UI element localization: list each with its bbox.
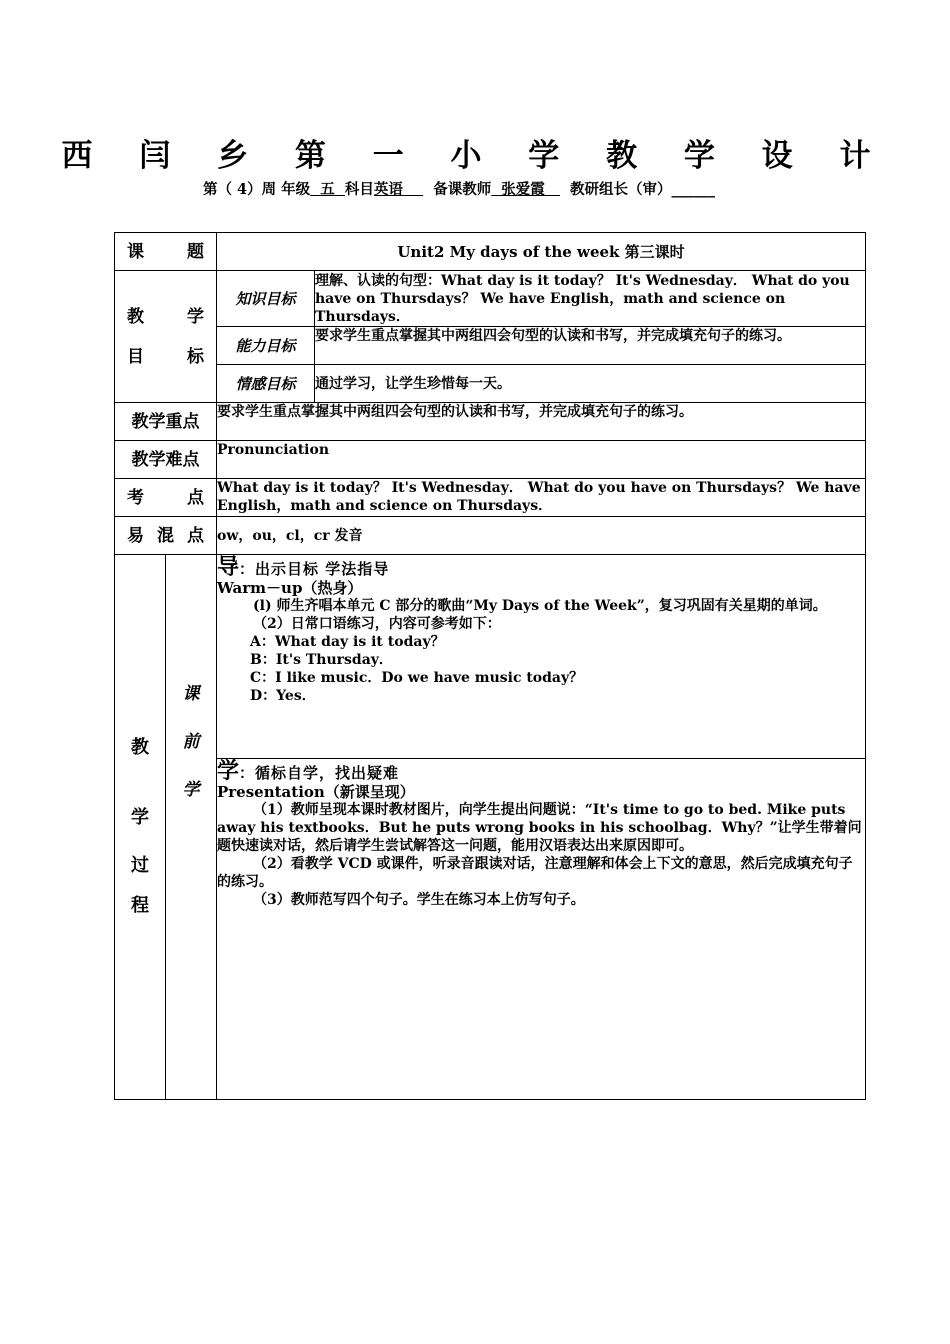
dialog-line: A：What day is it today？	[250, 634, 445, 650]
goal-row-emotion	[115, 365, 866, 403]
study-section	[217, 759, 866, 1100]
process-row-study	[115, 759, 866, 1100]
knowledge-goal-text: 理解、认读的句型：What day is it today？ It's Wednesday． What do you have on Thursdays？ We have English，math and science on Thursdays．	[315, 271, 866, 327]
goal-row-knowledge	[115, 271, 866, 327]
pre-class-label: 课 前 学	[166, 555, 217, 1100]
leader-label: 教研组长（审）______	[559, 181, 716, 198]
study-char: 学	[217, 759, 240, 784]
teacher-label: 备课教师	[423, 181, 492, 198]
guide-char: 导	[217, 555, 240, 580]
test-row	[115, 479, 866, 517]
key-row	[115, 403, 866, 441]
key-label: 教学重点	[115, 403, 217, 441]
presentation-p1: （1）教师呈现本课时教材图片，向学生提出问题说：“It's time to go to bed. Mike puts away his textbooks．But he puts wrong books in his schoolbag．Why？”让学生带着问题快速读对话，然后请学生尝试解答这一问题，能用汉语表达出来原因即可。	[217, 802, 862, 854]
page-title: 西 闫 乡 第 一 小 学 教 学 设 计	[61, 138, 889, 174]
dialog-line: C：I like music．Do we have music today？	[250, 670, 584, 686]
difficult-label: 教学难点	[115, 441, 217, 479]
warm-up-p1: (l) 师生齐唱本单元 C 部分的歌曲“My Days of the Week”，复习巩固有关星期的单词。	[253, 598, 827, 614]
week-grade-label: 第（ 4）周 年级	[203, 181, 311, 198]
subject-value: 英语	[373, 181, 424, 198]
warm-up-heading: Warm－up（热身）	[217, 579, 363, 597]
test-value: What day is it today？ It's Wednesday． What do you have on Thursdays？ We have English，math and science on Thursdays．	[217, 479, 866, 517]
ability-goal-text: 要求学生重点掌握其中两组四会句型的认读和书写，并完成填充句子的练习。	[315, 327, 866, 365]
emotion-goal-label: 情感目标	[217, 365, 315, 403]
goal-row-ability	[115, 327, 866, 365]
presentation-p2: （2）看教学 VCD 或课件，听录音跟读对话，注意理解和体会上下文的意思，然后完成填充句子的练习。	[217, 856, 853, 890]
goals-label: 教 学 目 标	[115, 271, 217, 403]
dialog-line: B：It's Thursday．	[250, 652, 393, 668]
process-row-guide	[115, 555, 866, 759]
confuse-value: ow，ou，cl，cr 发音	[217, 517, 866, 555]
topic-row	[115, 233, 866, 271]
guide-heading: ：出示目标 学法指导	[239, 560, 390, 578]
knowledge-goal-label: 知识目标	[217, 271, 315, 327]
warm-up-p2: （2）日常口语练习，内容可参考如下：	[253, 616, 501, 632]
presentation-heading: Presentation（新课呈现）	[217, 783, 415, 801]
topic-value: Unit2 My days of the week 第三课时	[217, 233, 866, 271]
confuse-label: 易 混 点	[115, 517, 217, 555]
test-label: 考 点	[115, 479, 217, 517]
dialog-line: D：Yes．	[250, 688, 316, 704]
grade-value: 五	[310, 181, 345, 198]
difficult-value: Pronunciation	[217, 441, 866, 479]
ability-goal-label: 能力目标	[217, 327, 315, 365]
lesson-plan-table	[114, 232, 866, 1100]
presentation-p3: （3）教师范写四个句子。学生在练习本上仿写句子。	[253, 892, 585, 908]
subject-label: 科目	[344, 181, 374, 198]
teacher-value: 张爱霞	[491, 181, 560, 198]
emotion-goal-text: 通过学习，让学生珍惜每一天。	[315, 365, 866, 403]
header-info	[203, 178, 715, 199]
key-value: 要求学生重点掌握其中两组四会句型的认读和书写，并完成填充句子的练习。	[217, 403, 866, 441]
study-heading: ：循标自学，找出疑难	[239, 764, 400, 782]
process-label: 教 学 过 程	[115, 555, 166, 1100]
confuse-row	[115, 517, 866, 555]
guide-section	[217, 555, 866, 759]
topic-label: 课 题	[115, 233, 217, 271]
difficult-row	[115, 441, 866, 479]
